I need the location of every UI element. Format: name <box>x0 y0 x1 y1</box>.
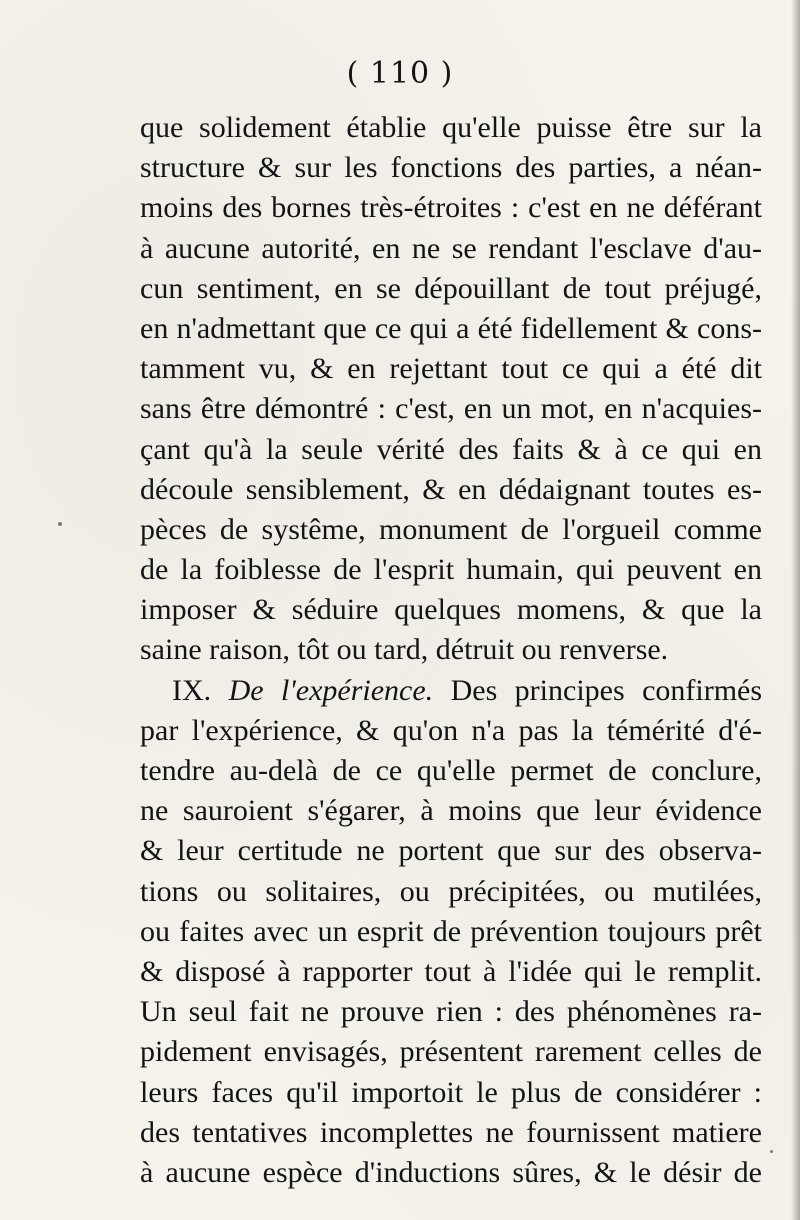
text-line: pidement envisagés, présentent rarement celles de <box>140 1035 762 1069</box>
text-line: tamment vu, & en rejettant tout ce qui a été dit <box>140 352 762 386</box>
text-line: & leur certitude ne portent que sur des observa- <box>140 834 762 868</box>
text-line: tions ou solitaires, ou précipitées, ou mutilées, <box>140 874 762 908</box>
text-line: pèces de systême, monument de l'orgueil comme <box>140 512 762 546</box>
paper-speck <box>58 522 62 526</box>
section-numeral: IX. <box>172 673 212 707</box>
page-number: ( 110 ) <box>346 56 454 91</box>
text-line: leurs faces qu'il importoit le plus de considérer : <box>140 1075 762 1109</box>
text-line: Un seul fait ne prouve rien : des phénomènes ra- <box>140 995 762 1029</box>
text-line: tendre au-delà de ce qu'elle permet de conclure, <box>140 754 762 787</box>
text-line: cun sentiment, en se dépouillant de tout préjugé, <box>140 271 762 305</box>
text-line: à aucune espèce d'inductions sûres, & le désir de <box>140 1155 762 1189</box>
paper-speck <box>770 1150 773 1153</box>
text-line: sans être démontré : c'est, en un mot, en n'acquies- <box>140 392 762 426</box>
body-text <box>140 108 762 1193</box>
text-line: à aucune autorité, en ne se rendant l'esclave d'au- <box>140 231 762 265</box>
text-line: de la foiblesse de l'esprit humain, qui peuvent en <box>140 553 762 587</box>
text-line: moins des bornes très-étroites : c'est en ne déférant <box>140 191 762 225</box>
text-line: des tentatives incomplettes ne fournissent matiere <box>140 1115 762 1149</box>
text-line: imposer & séduire quelques momens, & que la <box>140 593 762 627</box>
text-line: saine raison, tôt ou tard, détruit ou renverse. <box>140 633 669 667</box>
section-heading-line <box>140 671 762 711</box>
text-line: en n'admettant que ce qui a été fidellement & cons- <box>140 311 762 345</box>
text-line: par l'expérience, & qu'on n'a pas la témérité d'é- <box>140 713 762 747</box>
text-line: ou faites avec un esprit de prévention toujours prêt <box>140 914 762 948</box>
section-heading: De l'expérience. <box>228 673 434 707</box>
text-line: structure & sur les fonctions des parties, a néan- <box>140 151 762 185</box>
page-edge-shadow <box>791 0 800 1220</box>
text-line: & disposé à rapporter tout à l'idée qui le remplit. <box>140 954 762 988</box>
text-line: découle sensiblement, & en dédaignant toutes es- <box>140 472 762 506</box>
section-first-line: Des principes confirmés <box>450 673 762 707</box>
text-line: que solidement établie qu'elle puisse être sur la <box>140 111 762 144</box>
text-line: ne sauroient s'égarer, à moins que leur évidence <box>140 794 762 828</box>
text-line: çant qu'à la seule vérité des faits & à ce qui en <box>140 432 762 466</box>
